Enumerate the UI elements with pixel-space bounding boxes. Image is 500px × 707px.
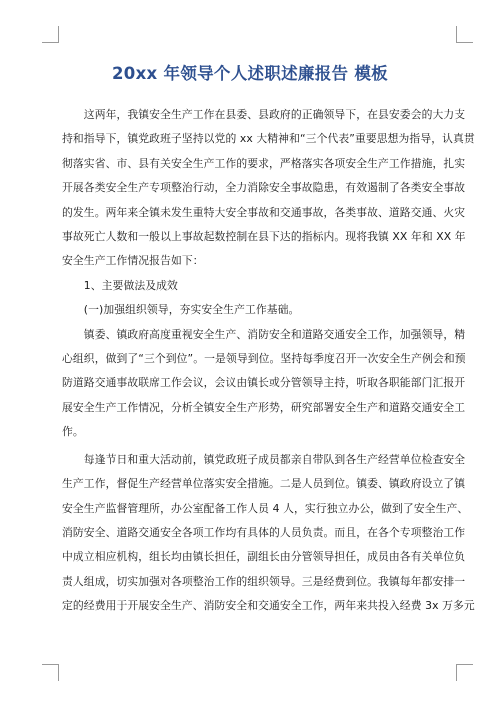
body-line: 这两年，我镇安全生产工作在县委、县政府的正确领导下，在县安委会的大力支 bbox=[62, 108, 466, 121]
body-line: 生产工作，督促生产经营单位落实安全措施。二是人员到位。镇委、镇政府设立了镇 bbox=[62, 477, 466, 491]
body-line: 定的经费用于开展安全生产、消防安全和交通安全工作，两年来共投入经费 3x 万多元 bbox=[62, 599, 475, 613]
body-line: 持和指导下，镇党政班子坚持以党的 xx 大精神和“三个代表”重要思想为指导，认真贯 bbox=[62, 132, 475, 146]
body-line: 中成立相应机构，组长均由镇长担任，副组长由分管领导担任，成员由各有关单位负 bbox=[62, 550, 466, 564]
body-line: 责人组成，切实加强对各项整治工作的组织领导。三是经费到位。我镇每年都安排一 bbox=[62, 574, 466, 588]
crop-mark-bottom-right bbox=[456, 664, 473, 681]
body-line: 的发生。两年来全镇未发生重特大安全事故和交通事故，各类事故、道路交通、火灾 bbox=[62, 205, 466, 219]
crop-mark-top-left bbox=[42, 26, 59, 43]
body-line: 作。 bbox=[62, 425, 84, 439]
body-line: 开展各类安全生产专项整治行动，全力消除安全事故隐患，有效遏制了各类安全事故 bbox=[62, 181, 466, 195]
body-line: 消防安全、道路交通安全各项工作均有具体的人员负责。而且，在各个专项整治工作 bbox=[62, 525, 466, 539]
section-heading: 1、主要做法及成效 bbox=[62, 278, 178, 292]
document-body bbox=[62, 103, 475, 619]
subsection-heading: (一)加强组织领导，夯实安全生产工作基础。 bbox=[62, 303, 300, 317]
crop-mark-bottom-left bbox=[42, 664, 59, 681]
body-line: 心组织，做到了“三个到位”。一是领导到位。坚持每季度召开一次安全生产例会和预 bbox=[62, 352, 466, 366]
body-line: 彻落实省、市、县有关安全生产工作的要求，严格落实各项安全生产工作措施，扎实 bbox=[62, 156, 466, 170]
document-title: 20xx 年领导个人述职述廉报告 模板 bbox=[112, 64, 388, 83]
body-line: 每逢节日和重大活动前，镇党政班子成员都亲自带队到各生产经营单位检查安全 bbox=[62, 452, 466, 466]
body-line: 事故死亡人数和一般以上事故起数控制在县下达的指标内。现将我镇 XX 年和 XX 年 bbox=[62, 230, 466, 244]
body-line: 安全生产工作情况报告如下： bbox=[62, 254, 204, 268]
body-line: 安全生产监督管理所，办公室配备工作人员 4 人，实行独立办公，做到了安全生产、 bbox=[62, 501, 469, 515]
body-line: 防道路交通事故联席工作会议，会议由镇长或分管领导主持，听取各职能部门汇报开 bbox=[62, 376, 466, 390]
body-line: 镇委、镇政府高度重视安全生产、消防安全和道路交通安全工作，加强领导，精 bbox=[62, 327, 466, 341]
body-line: 展安全生产工作情况，分析全镇安全生产形势，研究部署安全生产和道路交通安全工 bbox=[62, 400, 466, 414]
crop-mark-top-right bbox=[456, 26, 473, 43]
